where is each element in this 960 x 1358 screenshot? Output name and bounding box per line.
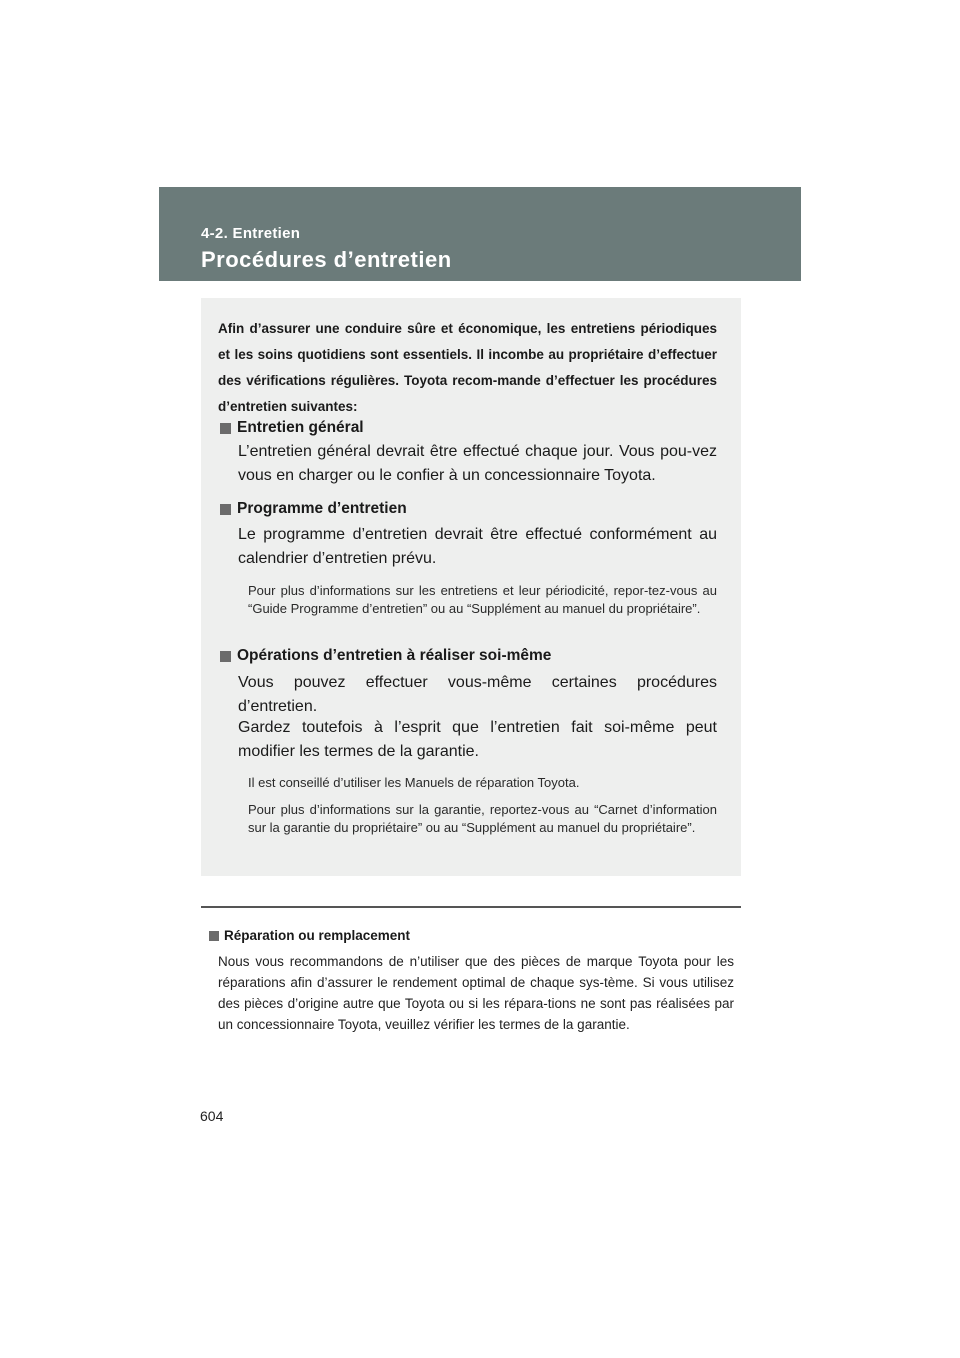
divider-rule [201, 906, 741, 908]
section-body-general: L’entretien général devrait être effectué chaque jour. Vous pou-vez vous en charger ou le confier à un concessionnaire Toyota. [238, 443, 717, 484]
square-bullet-icon [209, 931, 219, 941]
square-bullet-icon [220, 423, 231, 434]
section-body-diy-1: Vous pouvez effectuer vous-même certaines procédures d’entretien. [238, 674, 717, 715]
footnote-heading [209, 928, 410, 943]
heading-text: Opérations d’entretien à réaliser soi-même [237, 647, 552, 664]
section-note-diy-2: Pour plus d’informations sur la garantie, reportez-vous au “Carnet d’information sur la garantie du propriétaire” ou au “Supplément au manuel du propriétaire”. [248, 802, 717, 835]
section-note-program: Pour plus d’informations sur les entretiens et leur périodicité, repor-tez-vous au “Guide Programme d’entretien” ou au “Supplément au manuel du propriétaire”. [248, 583, 717, 616]
section-body-program: Le programme d’entretien devrait être effectué conformément au calendrier d’entretien prévu. [238, 526, 717, 567]
section-body-diy-2: Gardez toutefois à l’esprit que l’entretien fait soi-même peut modifier les termes de la garantie. [238, 719, 717, 760]
section-number: 4-2. Entretien [201, 225, 301, 242]
square-bullet-icon [220, 651, 231, 662]
section-heading-program [220, 500, 407, 518]
heading-text: Entretien général [237, 419, 364, 436]
footnote-body: Nous vous recommandons de n’utiliser que des pièces de marque Toyota pour les réparations afin d’assurer le rendement optimal de chaque sys-tème. Si vous utilisez des pièces d’origine autre que Toyota ou si les répara-tions ne sont pas réalisées par un concessionnaire Toyota, veuillez vérifier les termes de la garantie. [218, 954, 734, 1032]
section-note-diy-1: Il est conseillé d’utiliser les Manuels de réparation Toyota. [248, 775, 580, 790]
info-box [201, 298, 741, 876]
page-number: 604 [200, 1108, 224, 1124]
intro-paragraph: Afin d’assurer une conduire sûre et économique, les entretiens périodiques et les soins quotidiens sont essentiels. Il incombe au propriétaire d’effectuer des vérifications régulières. Toyota recom-mande d’effectuer les procédures d’entretien suivantes: [218, 321, 717, 414]
footnote-heading-text: Réparation ou remplacement [224, 928, 411, 943]
section-heading-general [220, 419, 364, 437]
square-bullet-icon [220, 504, 231, 515]
section-heading-diy [220, 647, 551, 665]
page-title: Procédures d’entretien [201, 247, 452, 272]
heading-text: Programme d’entretien [237, 500, 407, 517]
chapter-header [159, 187, 801, 281]
